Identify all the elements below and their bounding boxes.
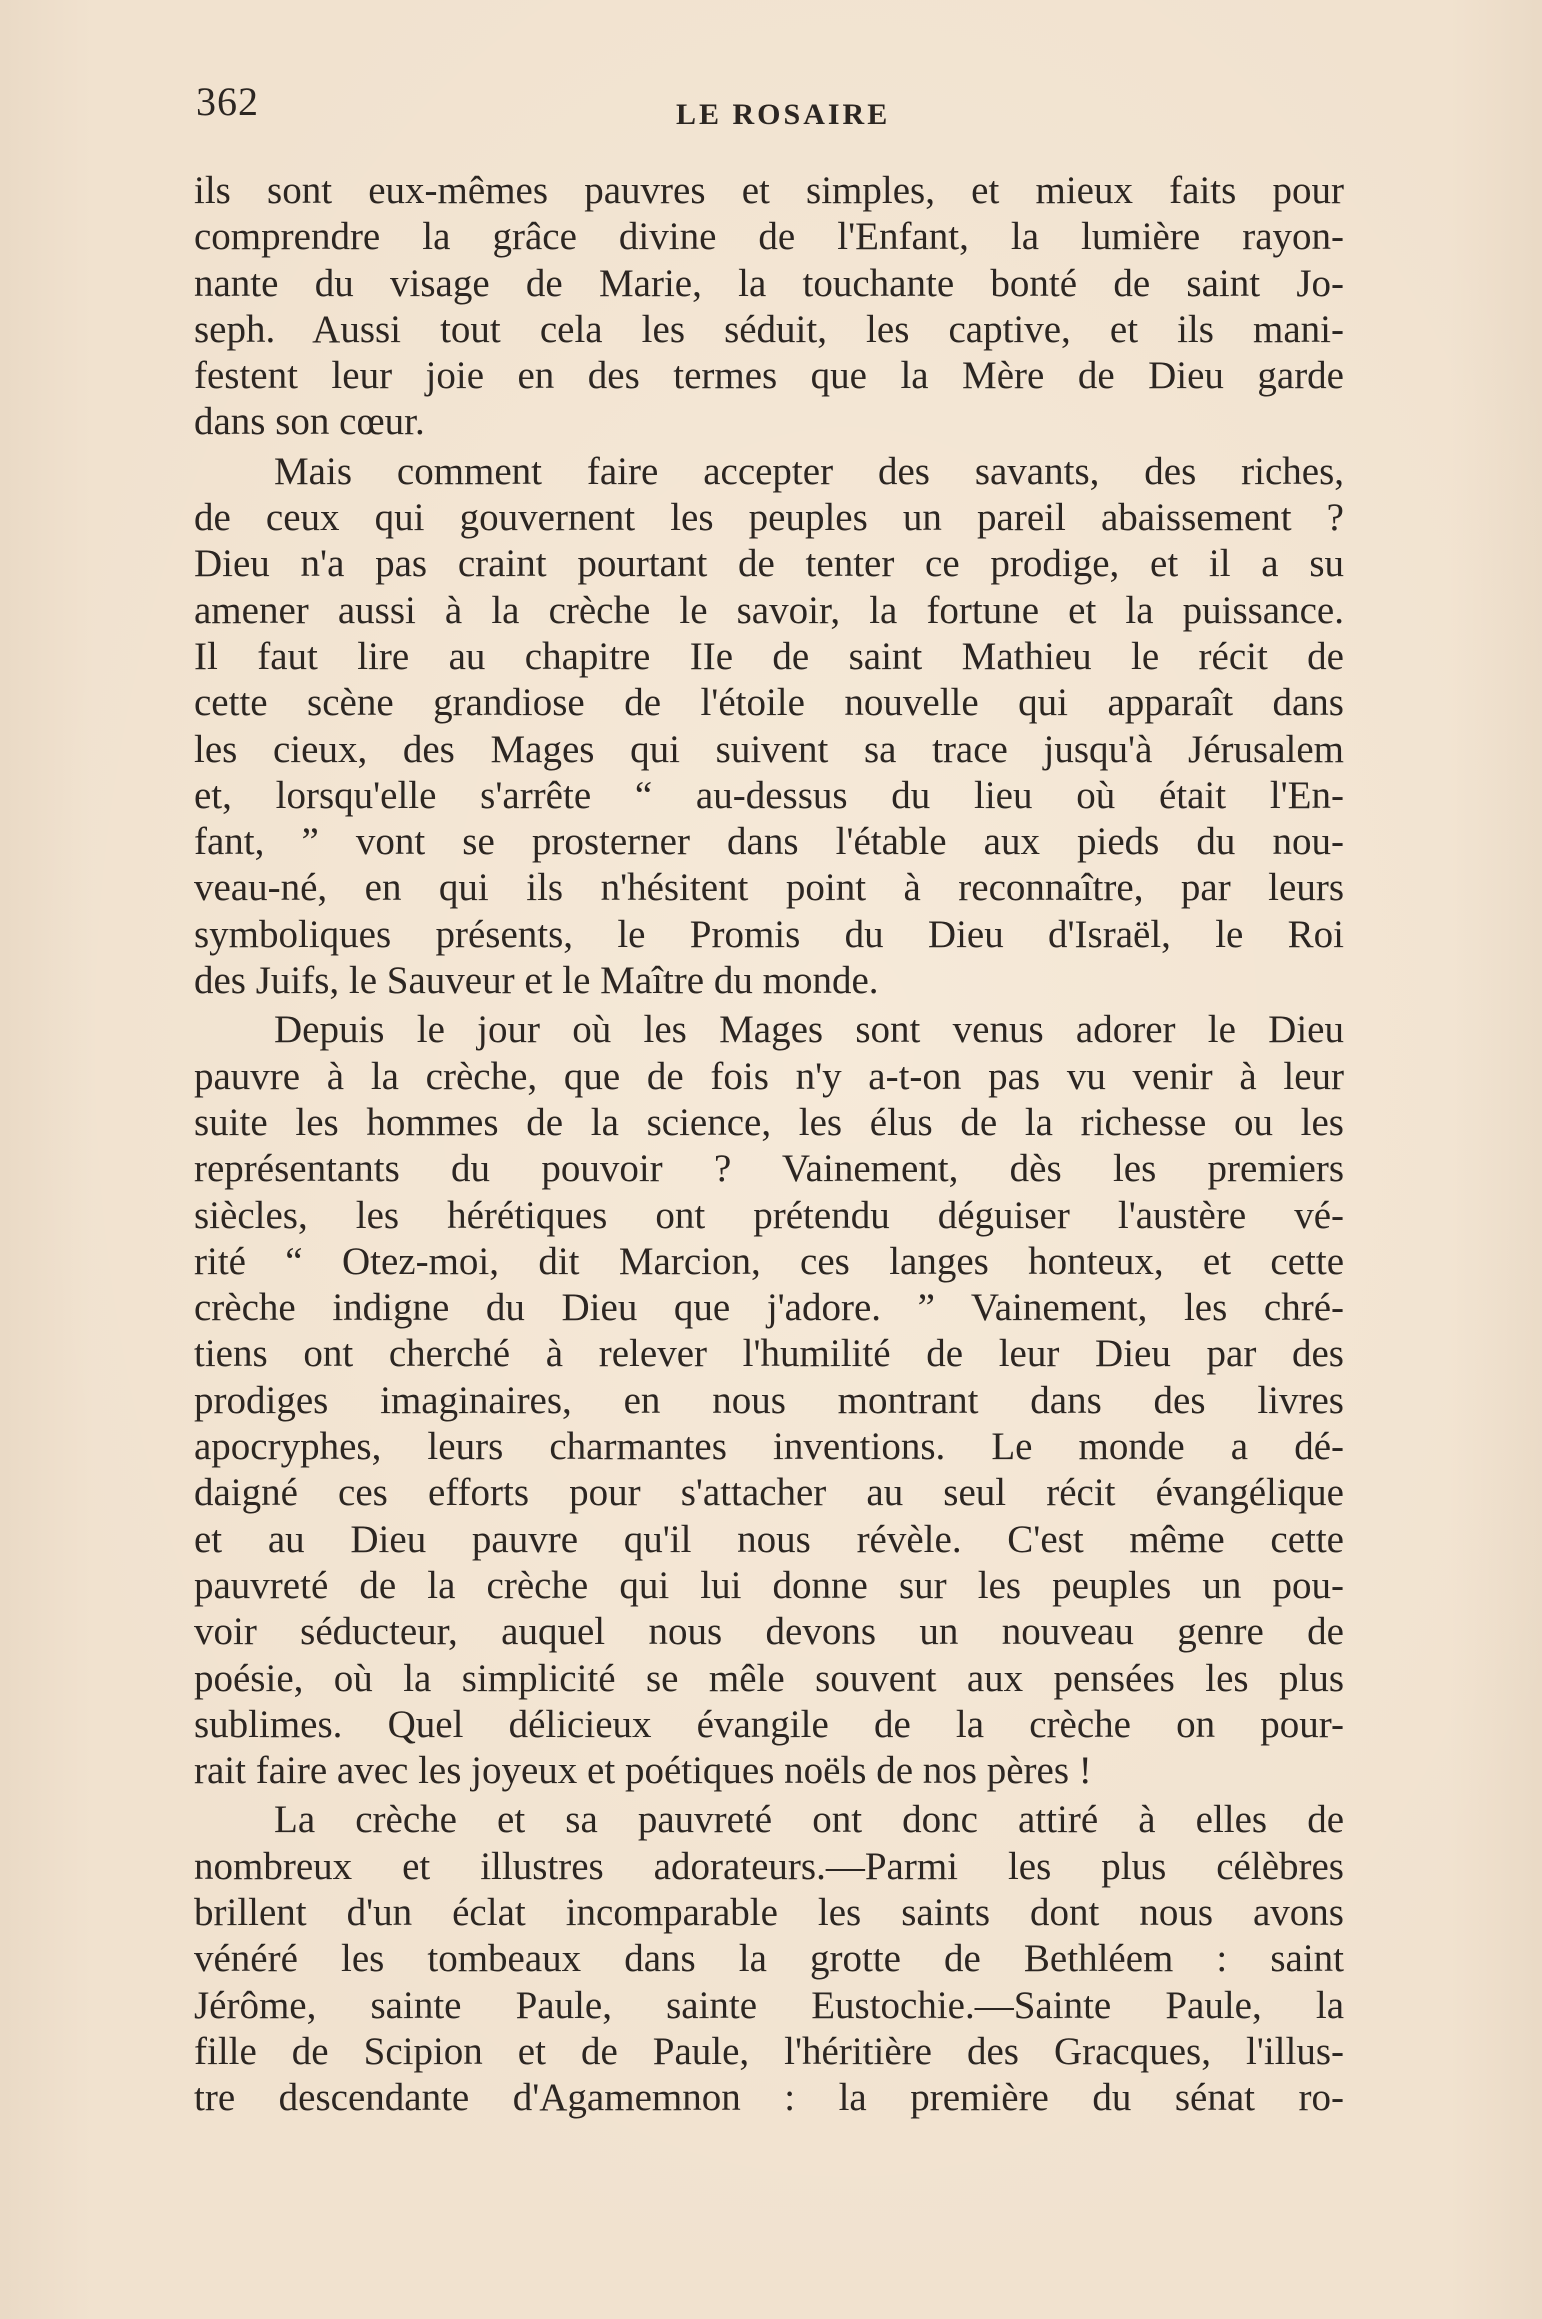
text-line: veau-né, en qui ils n'hésitent point à reconnaître, par leurs	[194, 866, 1344, 910]
page-number: 362	[196, 79, 259, 124]
text-line: rité “ Otez-moi, dit Marcion, ces langes honteux, et cette	[194, 1239, 1344, 1283]
text-line: fille de Scipion et de Paule, l'héritière des Gracques, l'illus-	[194, 2029, 1344, 2073]
text-line: poésie, où la simplicité se mêle souvent aux pensées les plus	[194, 1656, 1344, 1700]
text-line: ils sont eux-mêmes pauvres et simples, et mieux faits pour	[194, 169, 1344, 212]
text-line: seph. Aussi tout cela les séduit, les captive, et ils mani-	[194, 307, 1344, 351]
text-line: tre descendante d'Agamemnon : la première du sénat ro-	[194, 2076, 1344, 2120]
paragraph	[194, 1007, 1344, 1794]
text-line: La crèche et sa pauvreté ont donc attiré à elles de	[274, 1798, 1344, 1842]
text-line: siècles, les hérétiques ont prétendu déguiser l'austère vé-	[194, 1193, 1344, 1237]
text-line: des Juifs, le Sauveur et le Maître du monde.	[194, 959, 879, 1003]
text-line: dans son cœur.	[194, 400, 425, 444]
text-line: voir séducteur, auquel nous devons un nouveau genre de	[194, 1610, 1344, 1654]
text-line: rait faire avec les joyeux et poétiques noëls de nos pères !	[194, 1749, 1092, 1793]
text-line: brillent d'un éclat incomparable les saints dont nous avons	[194, 1890, 1344, 1934]
text-line: Mais comment faire accepter des savants, des riches,	[274, 449, 1344, 493]
text-line: Jérôme, sainte Paule, sainte Eustochie.—Sainte Paule, la	[194, 1983, 1344, 2027]
text-line: suite les hommes de la science, les élus de la richesse ou les	[194, 1100, 1344, 1144]
text-line: pauvreté de la crèche qui lui donne sur les peuples un pou-	[194, 1563, 1344, 1607]
text-line: fant, ” vont se prosterner dans l'étable aux pieds du nou-	[194, 820, 1344, 864]
text-line: Il faut lire au chapitre IIe de saint Mathieu le récit de	[194, 634, 1344, 678]
text-line: et au Dieu pauvre qu'il nous révèle. C'est même cette	[194, 1517, 1344, 1561]
text-line: et, lorsqu'elle s'arrête “ au-dessus du lieu où était l'En-	[194, 773, 1344, 817]
text-line: symboliques présents, le Promis du Dieu d'Israël, le Roi	[194, 912, 1344, 956]
text-line: pauvre à la crèche, que de fois n'y a-t-on pas vu venir à leur	[194, 1054, 1344, 1098]
text-line: crèche indigne du Dieu que j'adore. ” Vainement, les chré-	[194, 1286, 1344, 1330]
text-line: vénéré les tombeaux dans la grotte de Bethléem : saint	[194, 1937, 1344, 1981]
text-line: apocryphes, leurs charmantes inventions. Le monde a dé-	[194, 1425, 1344, 1469]
text-line: Dieu n'a pas craint pourtant de tenter ce prodige, et il a su	[194, 542, 1344, 586]
text-line: nante du visage de Marie, la touchante bonté de saint Jo-	[194, 261, 1344, 305]
text-line: de ceux qui gouvernent les peuples un pareil abaissement ?	[194, 496, 1344, 540]
body-text	[194, 168, 1344, 2121]
paragraph	[194, 168, 1344, 446]
text-line: comprendre la grâce divine de l'Enfant, la lumière rayon-	[194, 215, 1344, 259]
text-line: daigné ces efforts pour s'attacher au seul récit évangélique	[194, 1471, 1344, 1515]
page-header	[196, 70, 1356, 140]
text-line: amener aussi à la crèche le savoir, la fortune et la puissance.	[194, 588, 1344, 632]
text-line: les cieux, des Mages qui suivent sa trace jusqu'à Jérusalem	[194, 727, 1344, 771]
text-line: nombreux et illustres adorateurs.—Parmi les plus célèbres	[194, 1844, 1344, 1888]
text-line: sublimes. Quel délicieux évangile de la crèche on pour-	[194, 1702, 1344, 1746]
paragraph	[194, 1797, 1344, 2121]
text-line: tiens ont cherché à relever l'humilité de leur Dieu par des	[194, 1332, 1344, 1376]
text-line: prodiges imaginaires, en nous montrant dans des livres	[194, 1378, 1344, 1422]
paragraph	[194, 449, 1344, 1005]
text-line: festent leur joie en des termes que la Mère de Dieu garde	[194, 354, 1344, 398]
text-line: cette scène grandiose de l'étoile nouvelle qui apparaît dans	[194, 681, 1344, 725]
text-line: représentants du pouvoir ? Vainement, dès les premiers	[194, 1147, 1344, 1191]
running-title: LE ROSAIRE	[676, 98, 891, 131]
text-line: Depuis le jour où les Mages sont venus adorer le Dieu	[274, 1008, 1344, 1052]
